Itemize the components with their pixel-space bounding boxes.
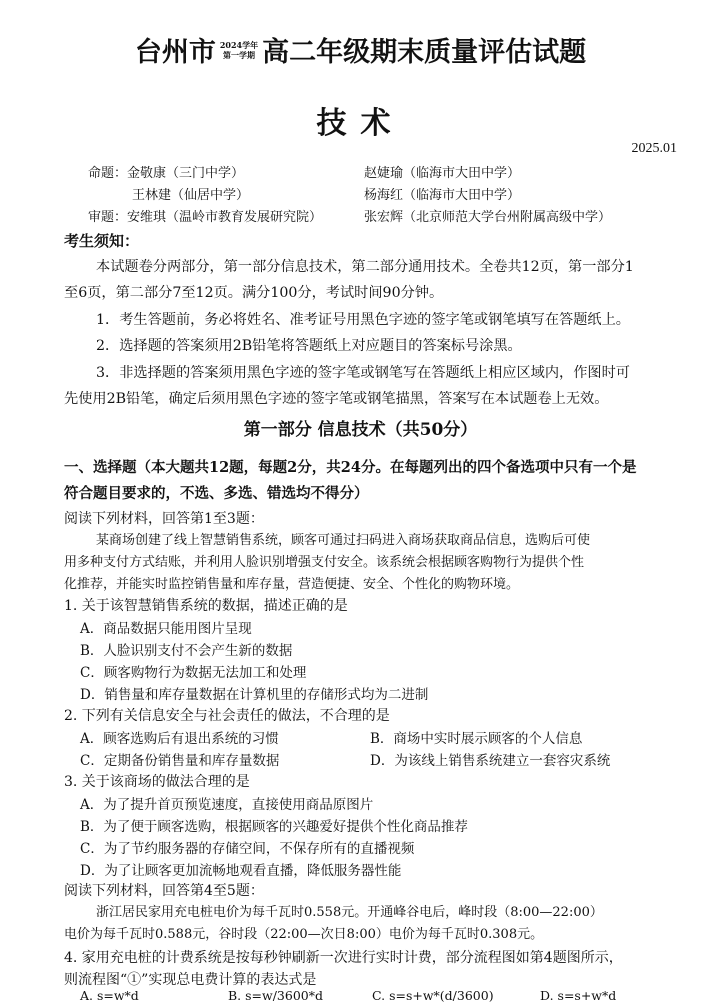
title-term — [220, 40, 258, 60]
notice-heading: 考生须知： — [64, 232, 140, 250]
notice-item-2: 2．选择题的答案须用2B铅笔将答题纸上对应题目的答案标号涂黑。 — [96, 338, 522, 354]
question-3-option-c: C．为了节约服务器的存储空间，不保存所有的直播视频 — [80, 841, 415, 857]
question-2-option-c: C．定期备份销售量和库存量数据 — [80, 753, 280, 769]
question-2-option-b: B．商场中实时展示顾客的个人信息 — [370, 731, 583, 747]
subject-title: 技术 — [316, 106, 405, 141]
question-4-stem-line1: 4. 家用充电桩的计费系统是按每秒钟刷新一次进行实时计费，部分流程图如第4题图所示， — [64, 950, 623, 966]
question-1-option-d: D．销售量和库存量数据在计算机里的存储形式均为二进制 — [80, 687, 429, 703]
question-4-option-b: B. s=w/3600*d — [228, 988, 323, 1003]
reviewer-1: 审题：安维琪（温岭市教育发展研究院） — [88, 210, 323, 225]
notice-item-3-line1: 3．非选择题的答案须用黑色字迹的签字笔或钢笔写在答题纸上相应区域内，作图时可 — [96, 365, 630, 381]
question-3-stem: 3. 关于该商场的做法合理的是 — [64, 774, 250, 790]
question-3-option-b: B．为了便于顾客选购，根据顾客的兴趣爱好提供个性化商品推荐 — [80, 819, 468, 835]
material-1-line1: 某商场创建了线上智慧销售系统，顾客可通过扫码进入商场获取商品信息，选购后可使 — [96, 533, 591, 548]
question-2-stem: 2. 下列有关信息安全与社会责任的做法，不合理的是 — [64, 708, 390, 724]
question-3-option-d: D．为了让顾客更加流畅地观看直播，降低服务器性能 — [80, 863, 402, 879]
material-1-line3: 化推荐，并能实时监控销售量和库存量，营造便捷、安全、个性化的购物环境。 — [64, 577, 520, 592]
title-city: 台州市 — [134, 37, 216, 68]
section-instruction-line2: 符合题目要求的，不选、多选、错选均不得分） — [64, 485, 369, 502]
exam-date: 2025.01 — [631, 141, 677, 156]
material-1-line2: 用多种支付方式结账，并利用人脸识别增强支付安全。该系统会根据顾客购物行为提供个性 — [64, 555, 585, 570]
section-instruction-line1: 一、选择题（本大题共12题，每题2分，共24分。在每题列出的四个备选项中只有一个是 — [64, 459, 637, 476]
term-semester: 第一学期 — [222, 49, 255, 60]
material-2-line1: 浙江居民家用充电桩电价为每千瓦时0.558元。开通峰谷电后，峰时段（8:00—22:00） — [96, 905, 603, 920]
question-1-stem: 1. 关于该智慧销售系统的数据，描述正确的是 — [64, 598, 348, 614]
question-4-stem-line2: 则流程图“①”实现总电费计算的表达式是 — [64, 972, 317, 988]
notice-paragraph-line1: 本试题卷分两部分，第一部分信息技术，第二部分通用技术。全卷共12页，第一部分1 — [96, 259, 634, 275]
question-4-option-a: A. s=w*d — [80, 988, 139, 1003]
question-4-option-c: C. s=s+w*(d/3600) — [372, 988, 494, 1003]
term-year: 2024学年 — [219, 39, 259, 50]
reading-prompt-1: 阅读下列材料，回答第1至3题： — [64, 511, 264, 527]
exam-title — [0, 30, 721, 69]
notice-item-3-line2: 先使用2B铅笔，确定后须用黑色字迹的签字笔或钢笔描黑，答案写在本试题卷上无效。 — [64, 391, 609, 407]
reading-prompt-2: 阅读下列材料，回答第4至5题： — [64, 883, 264, 899]
author-4: 杨海红（临海市大田中学） — [364, 188, 521, 203]
question-1-option-b: B．人脸识别支付不会产生新的数据 — [80, 643, 293, 659]
reviewer-2: 张宏辉（北京师范大学台州附属高级中学） — [364, 210, 612, 225]
author-2: 赵婕瑜（临海市大田中学） — [364, 166, 521, 181]
question-3-option-a: A．为了提升首页预览速度，直接使用商品原图片 — [80, 797, 374, 813]
question-1-option-a: A．商品数据只能用图片呈现 — [80, 621, 252, 637]
authors-block — [88, 163, 688, 229]
author-3: 王林建（仙居中学） — [132, 188, 250, 203]
title-main: 高二年级期末质量评估试题 — [262, 37, 587, 68]
part1-heading: 第一部分 信息技术（共50分） — [243, 420, 478, 440]
material-2-line2: 电价为每千瓦时0.588元，谷时段（22:00—次日8:00）电价为每千瓦时0.308元。 — [64, 927, 544, 942]
author-1: 命题：金敬康（三门中学） — [88, 166, 245, 181]
notice-item-1: 1．考生答题前，务必将姓名、准考证号用黑色字迹的签字笔或钢笔填写在答题纸上。 — [96, 312, 630, 328]
question-2-option-d: D．为该线上销售系统建立一套容灾系统 — [370, 753, 611, 769]
question-2-option-a: A．顾客选购后有退出系统的习惯 — [80, 731, 279, 747]
question-1-option-c: C．顾客购物行为数据无法加工和处理 — [80, 665, 307, 681]
notice-paragraph-line2: 至6页，第二部分7至12页。满分100分，考试时间90分钟。 — [64, 285, 444, 301]
question-4-option-d: D. s=s+w*d — [540, 988, 617, 1003]
